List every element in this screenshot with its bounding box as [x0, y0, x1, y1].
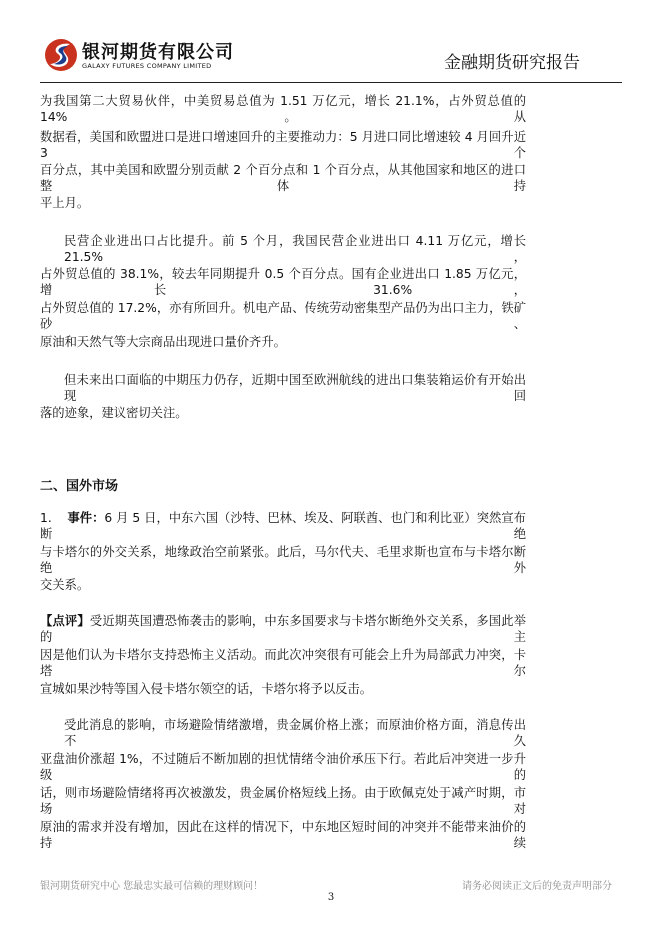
event-label: 事件： [67, 511, 105, 525]
section-heading: 二、国外市场 [40, 479, 119, 494]
comment-text: 受近期英国遭恐怖袭击的影响，中东多国要求与卡塔尔断绝外交关系，多国此举的主 [40, 614, 526, 644]
comment-line [40, 613, 526, 644]
body-line: 落的迹象，建议密切关注。 [40, 406, 188, 420]
item-number: 1. [40, 511, 52, 525]
body-line: 平上月。 [40, 196, 90, 210]
event-text: 6 月 5 日，中东六国（沙特、巴林、埃及、阿联酋、也门和利比亚）突然宣布断绝 [40, 511, 526, 541]
galaxy-logo-icon [44, 38, 78, 72]
body-line: 占外贸总值的 38.1%，较去年同期提升 0.5 个百分点。国有企业进出口 1.85 万亿元，增长 31.6%， [40, 267, 526, 297]
event-line [40, 510, 526, 541]
body-line: 原油的需求并没有增加，因此在这样的情况下，中东地区短时间的冲突并不能带来油价的持续 [40, 820, 526, 850]
body-line: 交关系。 [40, 578, 90, 592]
body-line: 占外贸总值的 17.2%，亦有所回升。机电产品、传统劳动密集型产品仍为出口主力，铁矿砂、 [40, 301, 526, 331]
company-name-cn: 银河期货有限公司 [82, 42, 234, 63]
body-line: 原油和天然气等大宗商品出现进口量价齐升。 [40, 335, 286, 349]
page-number: 3 [327, 892, 335, 903]
report-title: 金融期货研究报告 [444, 53, 580, 73]
body-line: 百分点，其中美国和欧盟分别贡献 2 个百分点和 1 个百分点，从其他国家和地区的进口整体持 [40, 163, 526, 193]
body-line: 因是他们认为卡塔尔支持恐怖主义活动。而此次冲突很有可能会上升为局部武力冲突，卡塔尔 [40, 648, 526, 678]
footer-slogan: 银河期货研究中心 您最忠实最可信赖的理财顾问！ [40, 881, 264, 892]
company-name-en: GALAXY FUTURES COMPANY LIMITED [82, 62, 212, 70]
body-line: 话，则市场避险情绪将再次被激发，贵金属价格短线上扬。由于欧佩克处于减产时期，市场对 [40, 786, 526, 816]
body-line: 但未来出口面临的中期压力仍存，近期中国至欧洲航线的进出口集装箱运价有开始出现回 [64, 373, 526, 403]
body-line: 为我国第二大贸易伙伴，中美贸易总值为 1.51 万亿元，增长 21.1%，占外贸总值的 14%。从 [40, 94, 526, 124]
header-divider [40, 82, 622, 83]
body-line: 与卡塔尔的外交关系，地缘政治空前紧张。此后，马尔代夫、毛里求斯也宣布与卡塔尔断绝外 [40, 545, 526, 575]
body-line: 宣城如果沙特等国入侵卡塔尔领空的话，卡塔尔将予以反击。 [40, 682, 373, 696]
body-line: 数据看，美国和欧盟进口是进口增速回升的主要推动力：5 月进口同比增速较 4 月回升近 3 个 [40, 130, 526, 160]
comment-label: 【点评】 [40, 614, 90, 628]
body-line: 亚盘油价涨超 1%，不过随后不断加剧的担忧情绪令油价承压下行。若此后冲突进一步升级的 [40, 752, 526, 782]
body-line: 受此消息的影响，市场避险情绪激增，贵金属价格上涨；而原油价格方面，消息传出不久 [64, 718, 526, 748]
footer-disclaimer: 请务必阅读正文后的免责声明部分 [462, 881, 612, 892]
body-line: 民营企业进出口占比提升。前 5 个月，我国民营企业进出口 4.11 万亿元，增长 21.5%， [64, 234, 526, 264]
